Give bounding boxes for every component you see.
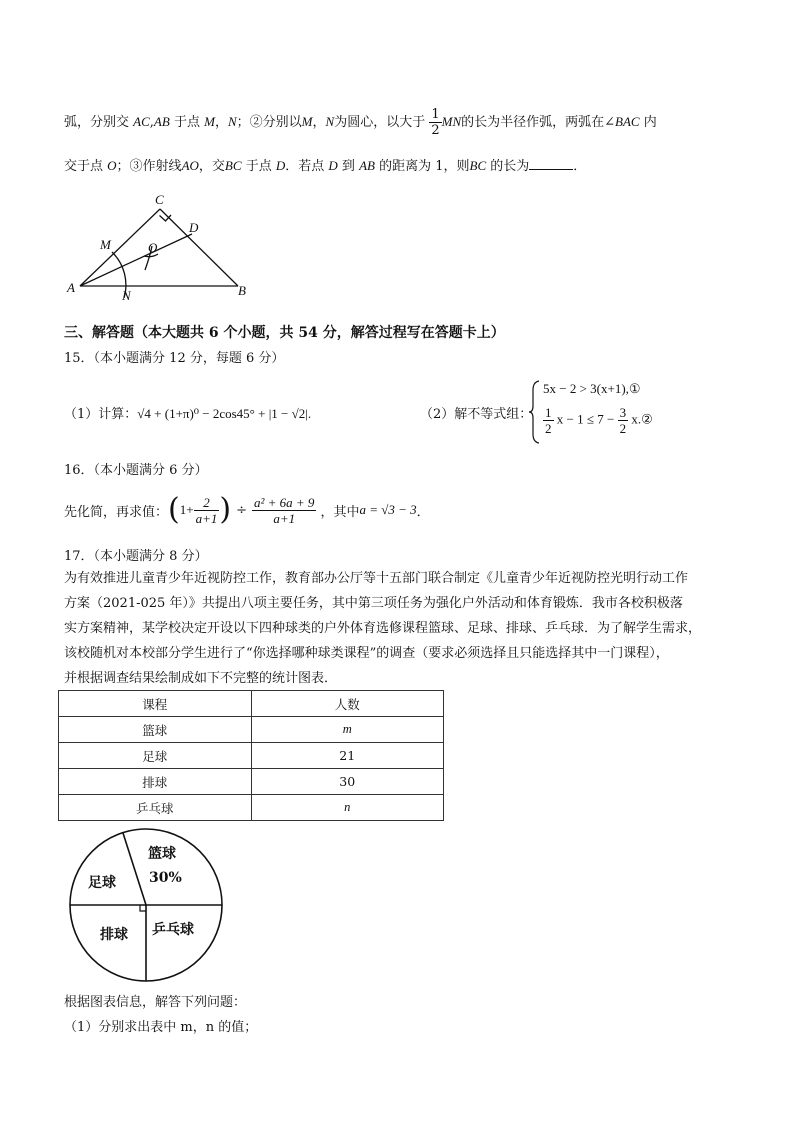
q17-para-line: 方案（2021-025 年）》共提出八项主要任务，其中第三项任务为强化户外活动和体育锻炼．我市各校积极落 (64, 596, 683, 611)
table-cell-course: 足球 (59, 743, 252, 769)
q14-text: ， (214, 115, 228, 130)
table-cell-count: 21 (251, 743, 444, 769)
table-cell-course: 排球 (59, 769, 252, 795)
q14-math: O (107, 158, 117, 173)
answer-blank (529, 157, 573, 170)
table-header-count: 人数 (251, 691, 444, 717)
table-row (59, 743, 444, 769)
system-brace (528, 380, 540, 444)
q14-math: MN (441, 114, 462, 129)
q15-part1-expression: √4 + (1+π)⁰ − 2cos45° + |1 − √2|. (137, 406, 312, 421)
table-header-course: 课程 (59, 691, 252, 717)
q14-math: AB (359, 158, 375, 173)
label-A: A (67, 280, 75, 295)
q15-part2-label: （2）解不等式组： (420, 407, 533, 422)
q17-para-line: 实方案精神，某学校决定开设以下四种球类的户外体育选修课程篮球、足球、排球、乒乓球．为了解学生需求， (64, 621, 702, 636)
q14-math: AO (181, 158, 199, 173)
q14-math: D (328, 158, 338, 173)
table-cell-count: n (251, 795, 444, 821)
q17-para-line: 为有效推进儿童青少年近视防控工作，教育部办公厅等十五部门联合制定《儿童青少年近视防控光明行动工作 (64, 571, 689, 586)
q16-text: ，其中 (320, 504, 360, 520)
q16-text: 先化简，再求值： (64, 504, 169, 520)
q14-text: 的长为 (490, 159, 530, 174)
label-N: N (122, 288, 131, 303)
q14-text: 于点 (245, 159, 272, 174)
table-cell-count: 30 (251, 769, 444, 795)
q14-text: 交于点 (64, 159, 104, 174)
q14-math: AC (133, 114, 150, 129)
q14-math: M (204, 114, 215, 129)
q16-paren: ) (219, 492, 232, 527)
q14-math: N (227, 114, 237, 129)
table-row (59, 769, 444, 795)
q14-text: 的距离为 1，则 (379, 159, 470, 174)
table-cell-course: 乒乓球 (59, 795, 252, 821)
q14-fraction: $\frac{1}{2}$ (431, 107, 440, 138)
pie-label-volleyball: 排球 (100, 927, 128, 943)
q14-math: BC (224, 158, 242, 173)
q16-frac-2: $\frac{\text{a² + 6a + 9}}{a+1}$ (253, 494, 315, 526)
pie-label-pingpong: 乒乓球 (152, 922, 194, 938)
q14-line-2 (64, 155, 586, 174)
table-header-row (59, 691, 444, 717)
pie-label-football: 足球 (88, 875, 116, 891)
q16-expression (64, 490, 430, 530)
label-M: M (100, 237, 111, 252)
q14-math: AB (153, 114, 170, 129)
q16-text: ． (416, 504, 430, 520)
q17-sub-question-1: （1）分别求出表中 m，n 的值； (64, 1020, 258, 1035)
q15-frac-half: $\frac{1}{2}$ (545, 405, 552, 436)
table-row (59, 717, 444, 743)
q14-text: 到 (341, 159, 355, 174)
q17-para-line: 该校随机对本校部分学生进行了“你选择哪种球类课程”的调查（要求必须选择且只能选择其中一门课程）， (64, 646, 669, 661)
q14-text: 内 (643, 115, 657, 130)
q14-text: ．若点 (285, 159, 325, 174)
q16-divide: ÷ (236, 502, 247, 518)
q14-line-1 (64, 108, 657, 137)
q17-after-text: 根据图表信息，解答下列问题： (64, 995, 247, 1010)
label-D: D (189, 220, 199, 235)
q15-part1 (64, 403, 311, 422)
label-B: B (238, 283, 246, 298)
q16-value: a = √3 − 3 (359, 502, 417, 517)
q16-paren: ( (168, 492, 180, 527)
q15-ineq2-text: x.② (631, 411, 653, 427)
q14-math: N (325, 114, 335, 129)
table-row (59, 795, 444, 821)
table-cell-count: m (251, 717, 444, 743)
q17-paragraph (64, 566, 734, 691)
q17-header: 17．（本小题满分 8 分） (64, 549, 208, 564)
q15-header: 15．（本小题满分 12 分，每题 6 分） (64, 351, 285, 366)
q17-para-line: 并根据调查结果绘制成如下不完整的统计图表． (64, 671, 338, 686)
pie-chart (66, 826, 226, 984)
pie-label-basketball-pct: 30% (149, 870, 182, 886)
q14-text: , (149, 115, 154, 130)
q15-part1-label: （1）计算： (64, 407, 138, 422)
q14-math: BAC (615, 114, 640, 129)
q16-math: 1+ (179, 502, 194, 517)
q14-math: D (275, 158, 286, 173)
q14-text: 弧，分别交 (64, 115, 130, 130)
side-BC (160, 209, 238, 286)
q15-inequality-1: 5x − 2 > 3(x+1),① (543, 381, 641, 396)
q14-math: BC (469, 158, 487, 173)
table-cell-course: 篮球 (59, 717, 252, 743)
label-C: C (155, 192, 164, 207)
label-O: O (148, 240, 158, 255)
q14-text: 为圆心，以大于 (334, 115, 426, 130)
q16-header: 16．（本小题满分 6 分） (64, 463, 208, 478)
q15-inequality-2 (543, 406, 653, 435)
q14-text: ；③作射线 (116, 159, 182, 174)
ray-AO (80, 234, 192, 286)
section-heading: 三、解答题（本大题共 6 个小题，共 54 分，解答过程写在答题卡上） (64, 325, 505, 341)
q14-text: ． (573, 159, 587, 174)
pie-label-basketball: 篮球 (148, 846, 176, 862)
q16-frac-1: $\frac{2}{a+1}$ (195, 494, 218, 526)
q14-text: 的长为半径作弧，两弧在∠ (461, 115, 616, 130)
q14-text: ；②分别以 (236, 115, 302, 130)
triangle-figure (60, 188, 260, 306)
q15-ineq2-text: x − 1 ≤ 7 − (556, 411, 615, 427)
q14-text: ， (312, 115, 326, 130)
q14-text: 于点 (173, 115, 200, 130)
course-table (58, 690, 444, 821)
q14-text: ，交 (198, 159, 225, 174)
q14-math: M (301, 114, 313, 129)
q15-frac-three-halves: $\frac{3}{2}$ (619, 405, 627, 436)
